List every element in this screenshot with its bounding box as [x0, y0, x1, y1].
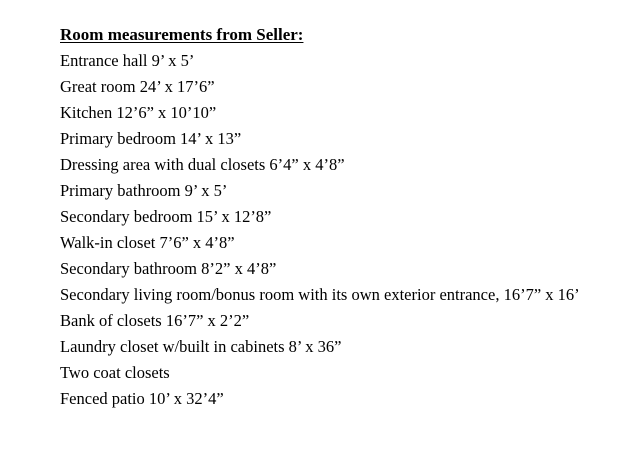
document-heading: Room measurements from Seller: [60, 25, 304, 44]
room-great-room: Great room 24’ x 17’6” [60, 77, 215, 96]
room-entrance-hall: Entrance hall 9’ x 5’ [60, 51, 195, 70]
room-kitchen: Kitchen 12’6” x 10’10” [60, 103, 217, 122]
document-body [60, 22, 630, 412]
room-secondary-living-room: Secondary living room/bonus room with its own exterior entrance, 16’7” x 16’ [60, 285, 580, 304]
room-walk-in-closet: Walk-in closet 7’6” x 4’8” [60, 233, 235, 252]
room-primary-bedroom: Primary bedroom 14’ x 13” [60, 129, 242, 148]
room-fenced-patio: Fenced patio 10’ x 32’4” [60, 389, 224, 408]
room-primary-bathroom: Primary bathroom 9’ x 5’ [60, 181, 228, 200]
room-coat-closets: Two coat closets [60, 363, 170, 382]
room-bank-of-closets: Bank of closets 16’7” x 2’2” [60, 311, 250, 330]
room-dressing-area: Dressing area with dual closets 6’4” x 4’8” [60, 155, 345, 174]
room-measurements-list [60, 48, 630, 412]
room-laundry-closet: Laundry closet w/built in cabinets 8’ x 36” [60, 337, 342, 356]
room-secondary-bathroom: Secondary bathroom 8’2” x 4’8” [60, 259, 277, 278]
room-secondary-bedroom: Secondary bedroom 15’ x 12’8” [60, 207, 272, 226]
